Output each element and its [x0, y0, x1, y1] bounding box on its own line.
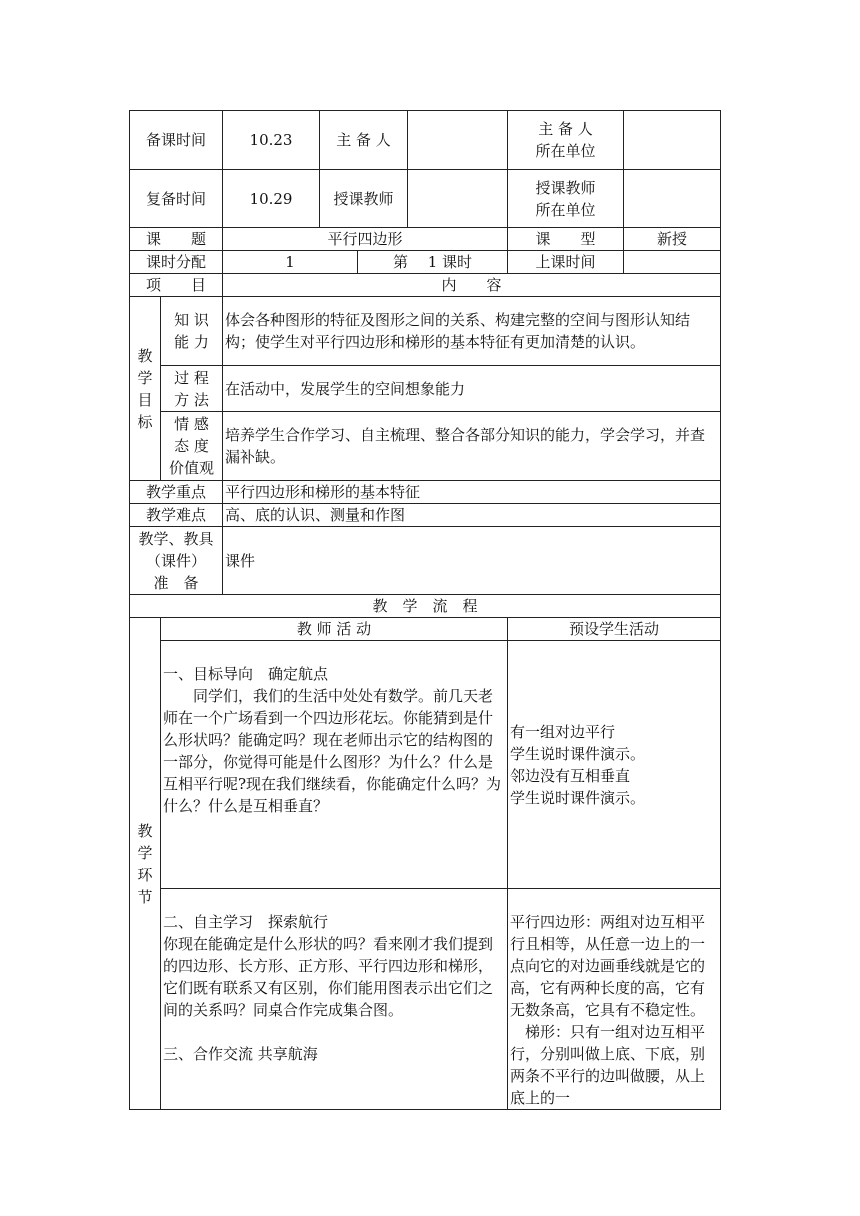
teacher-unit-value [624, 170, 721, 228]
objectives-group-label: 教 学 目 标 [130, 297, 161, 481]
objective-emotion-label: 情 感 态 度 价值观 [161, 412, 223, 481]
content-header: 内 容 [223, 274, 721, 297]
section2-heading: 二、自主学习 探索航行 [163, 913, 329, 931]
objective-knowledge-label: 知 识 能 力 [161, 297, 223, 366]
teacher-label: 授课教师 [320, 170, 408, 228]
section1-teacher [161, 641, 508, 889]
key-point-text: 平行四边形和梯形的基本特征 [223, 481, 721, 504]
key-point-label: 教学重点 [130, 481, 223, 504]
section2-teacher [161, 889, 508, 1110]
periods-value: 1 [223, 251, 358, 274]
objective-process-text: 在活动中，发展学生的空间想象能力 [223, 366, 721, 412]
materials-label: 教学、教具 （课件） 准 备 [130, 527, 223, 595]
difficulty-label: 教学难点 [130, 504, 223, 527]
review-time-value: 10.29 [223, 170, 320, 228]
section2-body: 你现在能确定是什么形状的吗？看来刚才我们提到的四边形、长方形、正方形、平行四边形和梯形，它们既有联系又有区别，你们能用图表示出它们之间的关系吗？同桌合作完成集合图。 [163, 935, 494, 1019]
lesson-plan-sheet [129, 110, 720, 1110]
lead-label: 主 备 人 [320, 111, 408, 170]
materials-text: 课件 [223, 527, 721, 595]
section1-heading: 一、目标导向 确定航点 [163, 665, 329, 683]
periods-label: 课时分配 [130, 251, 223, 274]
section2-student-trapezoid: 梯形：只有一组对边互相平行，分别叫做上底、下底，别两条不平行的边叫做腰，从上底上的一 [510, 1023, 706, 1107]
lead-unit-label-line1: 主 备 人 [538, 120, 593, 138]
topic-label: 课 题 [130, 228, 223, 251]
section2-student [508, 889, 721, 1110]
section1-body: 同学们，我们的生活中处处有数学。前几天老师在一个广场看到一个四边形花坛。你能猜到是什么形状吗？能确定吗？现在老师出示它的结构图的一部分，你觉得可能是什么图形？为什么？什么是互相平行呢?现在我们继续看，你能确定什么吗？为什么？什么是互相垂直？ [163, 687, 502, 815]
flow-group-label: 教 学 环 节 [130, 618, 161, 1110]
objective-emotion-text: 培养学生合作学习、自主梳理、整合各部分知识的能力，学会学习，并查漏补缺。 [223, 412, 721, 481]
topic-value: 平行四边形 [223, 228, 508, 251]
section1-student: 有一组对边平行 学生说时课件演示。 邻边没有互相垂直 学生说时课件演示。 [508, 641, 721, 889]
teacher-value [408, 170, 508, 228]
type-value: 新授 [624, 228, 721, 251]
teacher-unit-label-line1: 授课教师 [535, 178, 596, 197]
prep-time-label: 备课时间 [130, 111, 223, 170]
lead-unit-value [624, 111, 721, 170]
item-header: 项 目 [130, 274, 223, 297]
teacher-unit-label [508, 170, 624, 228]
section3-heading: 三、合作交流 共享航海 [163, 1045, 318, 1063]
type-label: 课 型 [508, 228, 624, 251]
lead-value [408, 111, 508, 170]
period-number: 第 1 课时 [358, 251, 508, 274]
flow-title: 教 学 流 程 [130, 595, 721, 618]
section2-student-parallelogram: 平行四边形：两组对边互相平行且相等，从任意一边上的一点向它的对边画垂线就是它的高，它有两种长度的高，它有无数条高，它具有不稳定性。 [510, 913, 706, 1019]
review-time-label: 复备时间 [130, 170, 223, 228]
prep-time-value: 10.23 [223, 111, 320, 170]
class-time-value [624, 251, 721, 274]
objective-knowledge-text: 体会各种图形的特征及图形之间的关系、构建完整的空间与图形认知结构；使学生对平行四边形和梯形的基本特征有更加清楚的认识。 [223, 297, 721, 366]
teacher-unit-label-line2: 所在单位 [535, 200, 596, 219]
difficulty-text: 高、底的认识、测量和作图 [223, 504, 721, 527]
lead-unit-label-line2: 所在单位 [535, 142, 596, 160]
class-time-label: 上课时间 [508, 251, 624, 274]
student-activity-header: 预设学生活动 [508, 618, 721, 641]
objective-process-label: 过 程 方 法 [161, 366, 223, 412]
lead-unit-label [508, 111, 624, 170]
lesson-plan-table [129, 110, 721, 1110]
teacher-activity-header: 教 师 活 动 [161, 618, 508, 641]
